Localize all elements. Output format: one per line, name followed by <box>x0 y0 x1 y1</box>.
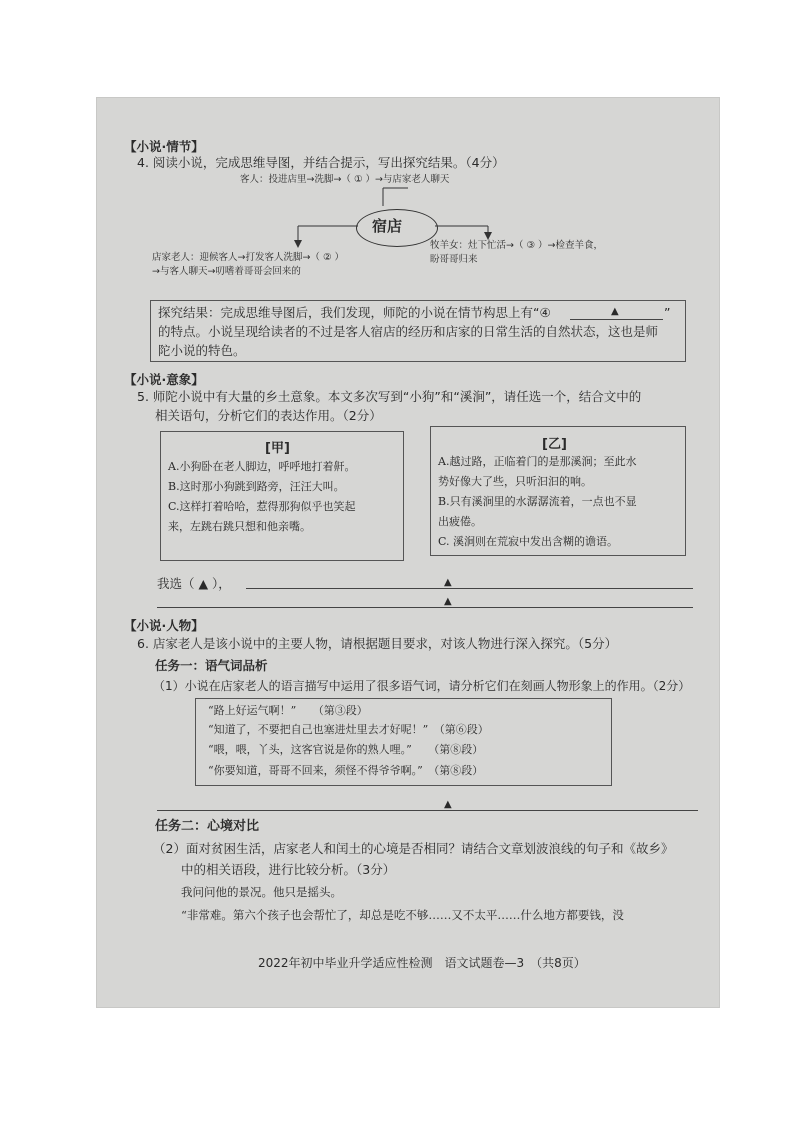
excerpt-yi-title: [乙] <box>542 437 567 452</box>
result-quote-close: ” <box>664 305 671 320</box>
excerpt-yi-b1: B.只有溪涧里的水潺潺流着，一点也不显 <box>438 495 637 508</box>
excerpt-yi-c: C. 溪涧则在荒寂中发出含糊的谵语。 <box>438 535 619 548</box>
answer-line-5a <box>246 588 693 589</box>
page-footer: 2022年初中毕业升学适应性检测 语文试题卷—3 （共8页） <box>258 956 586 970</box>
answer-marker-5a: ▲ <box>444 577 452 588</box>
mindmap-girl-line1: 牧羊女：灶下忙活→（ ③ ）→检查羊食， <box>430 240 603 251</box>
section-header-character: 【小说·人物】 <box>124 618 204 633</box>
answer-marker-5b: ▲ <box>444 596 452 607</box>
result-line3: 陀小说的特色。 <box>158 343 246 358</box>
quote-3: “喂，喂，丫头，这客官说是你的熟人哩。” （第⑧段） <box>208 743 484 756</box>
mindmap-center-label: 宿店 <box>372 217 403 235</box>
task1-title: 任务一：语气词品析 <box>155 658 268 673</box>
answer-marker-4: ▲ <box>611 306 619 317</box>
section-header-plot: 【小说·情节】 <box>124 139 204 154</box>
question-4: 4. 阅读小说，完成思维导图，并结合提示，写出探究结果。（4分） <box>137 155 505 170</box>
excerpt-jia-c1: C.这样打着哈哈，惹得那狗似乎也笑起 <box>168 500 356 513</box>
answer-marker-6-1: ▲ <box>444 799 452 810</box>
excerpt-guxiang-2: “非常难。第六个孩子也会帮忙了，却总是吃不够……又不太平……什么地方都要钱，没 <box>181 908 624 922</box>
mindmap-guest: 客人：投进店里→洗脚→（ ① ）→与店家老人聊天 <box>240 174 450 185</box>
excerpt-guxiang-1: 我问问他的景况。他只是摇头。 <box>181 885 342 899</box>
result-line2: 的特点。小说呈现给读者的不过是客人宿店的经历和店家的日常生活的自然状态，这也是师 <box>158 324 659 339</box>
answer-line-6-1 <box>157 810 698 811</box>
task1-question: （1）小说在店家老人的语言描写中运用了很多语气词，请分析它们在刻画人物形象上的作用。（2分） <box>153 679 691 693</box>
result-line1: 探究结果：完成思维导图后，我们发现，师陀的小说在情节构思上有“④ <box>158 305 551 320</box>
choose-prompt: 我选（ ▲ ）， <box>157 576 231 591</box>
task2-question-line1: （2）面对贫困生活，店家老人和闰土的心境是否相同？请结合文章划波浪线的句子和《故乡》 <box>153 841 674 856</box>
excerpt-yi-a1: A.越过路，正临着门的是那溪涧；至此水 <box>438 455 637 468</box>
excerpt-yi-a2: 势好像大了些，只听汩汩的响。 <box>438 475 592 488</box>
quote-2: “知道了，不要把自己也塞进灶里去才好呢！” （第⑥段） <box>208 723 489 736</box>
answer-line-5b <box>157 607 693 608</box>
question-6: 6. 店家老人是该小说中的主要人物，请根据题目要求，对该人物进行深入探究。（5分） <box>137 636 618 651</box>
question-5-line2: 相关语句，分析它们的表达作用。（2分） <box>155 408 382 423</box>
mindmap-owner-line2: →与客人聊天→叨嗜着哥哥会回来的 <box>152 266 301 277</box>
excerpt-jia-title: [甲] <box>265 441 290 456</box>
excerpt-jia-b: B.这时那小狗跳到路旁，汪汪大叫。 <box>168 480 345 493</box>
excerpt-jia-a: A.小狗卧在老人脚边，呼呼地打着鼾。 <box>168 460 356 473</box>
quote-1: “路上好运气啊！” （第③段） <box>208 704 368 717</box>
excerpt-jia-c2: 来，左跳右跳只想和他亲嘴。 <box>168 520 311 533</box>
task2-question-line2: 中的相关语段，进行比较分析。（3分） <box>181 862 396 877</box>
quote-4: “你要知道，哥哥不回来，须怪不得爷爷啊。” （第⑧段） <box>208 764 484 777</box>
section-header-imagery: 【小说·意象】 <box>124 372 204 387</box>
task2-title: 任务二：心境对比 <box>155 819 260 834</box>
question-5-line1: 5. 师陀小说中有大量的乡土意象。本文多次写到“小狗”和“溪涧”，请任选一个，结合文中的 <box>137 389 642 404</box>
mindmap-girl-line2: 盼哥哥归来 <box>430 254 478 265</box>
mindmap-owner-line1: 店家老人：迎候客人→打发客人洗脚→（ ② ） <box>152 252 344 263</box>
excerpt-yi-b2: 出疲倦。 <box>438 515 482 528</box>
